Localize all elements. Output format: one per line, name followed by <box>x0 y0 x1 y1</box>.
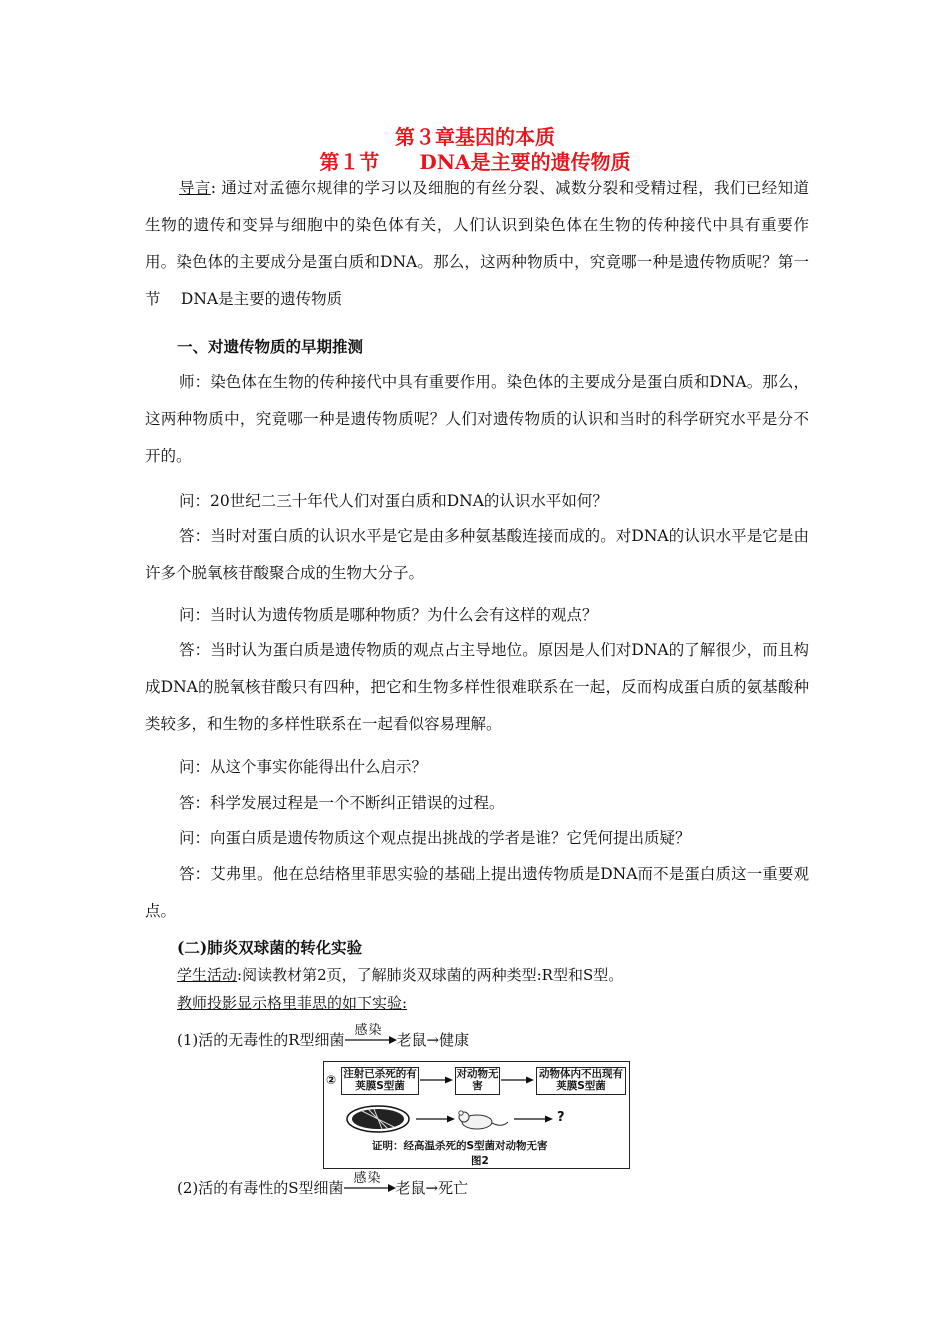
figure-arrowhead-2 <box>526 1077 534 1084</box>
infect-arrow <box>344 1171 396 1196</box>
figure-arrowhead-1 <box>445 1077 453 1084</box>
infect-arrow-label: 感染 <box>354 1023 383 1038</box>
answer-paragraph: 答：艾弗里。他在总结格里菲思实验的基础上提出遗传物质是DNA而不是蛋白质这一重要观点。 <box>145 865 809 920</box>
section1-heading: 一、对遗传物质的早期推测 <box>177 337 364 356</box>
figure-conclusion: 证明：经高温杀死的S型菌对动物无害 <box>372 1140 548 1152</box>
intro-text: : 通过对孟德尔规律的学习以及细胞的有丝分裂、减数分裂和受精过程，我们已经知道生物的遗传和变异与细胞中的染色体有关，人们认识到染色体在生物的传种接代中具有重要作用。染色体的主要成分是蛋白质和DNA。那么，这两种物质中，究竟哪一种是遗传物质呢？第一节 DNA是主要的遗传物质 <box>145 179 809 308</box>
infect-arrow <box>345 1023 397 1048</box>
arrow-right-icon <box>345 1036 397 1044</box>
mouse-icon <box>459 1111 508 1129</box>
section2-heading: (二)肺炎双球菌的转化实验 <box>177 938 363 957</box>
chapter-title: 第３章基因的本质 <box>395 125 555 149</box>
question-paragraph: 问：向蛋白质是遗传物质这个观点提出挑战的学者是谁？它凭何提出质疑？ <box>179 829 691 847</box>
student-activity-label: 学生活动 <box>177 966 238 984</box>
student-activity-line <box>177 963 841 987</box>
experiment-1-suffix: 老鼠→健康 <box>396 1031 470 1049</box>
experiment-2-line <box>177 1171 841 1200</box>
answer-paragraph: 答：当时认为蛋白质是遗传物质的观点占主导地位。原因是人们对DNA的了解很少，而且构成DNA的脱氧核苷酸只有四种，把它和生物多样性很难联系在一起，反而构成蛋白质的氨基酸种类较多，和生物的多样性联系在一起看似容易理解。 <box>145 641 809 733</box>
question-paragraph: 问：当时认为遗传物质是哪种物质？为什么会有这样的观点？ <box>179 606 598 624</box>
infect-arrow-label: 感染 <box>353 1171 382 1186</box>
section-title: 第１节 DNA是主要的遗传物质 <box>319 150 631 174</box>
figure-arrowhead-4 <box>545 1116 553 1123</box>
question-paragraph: 问：20世纪二三十年代人们对蛋白质和DNA的认识水平如何？ <box>179 492 608 510</box>
teacher-paragraph: 师：染色体在生物的传种接代中具有重要作用。染色体的主要成分是蛋白质和DNA。那么，这两种物质中，究竟哪一种是遗传物质呢？人们对遗传物质的认识和当时的科学研究水平是分不开的。 <box>145 373 809 465</box>
figure-question-mark: ? <box>557 1110 565 1125</box>
answer-paragraph: 答：当时对蛋白质的认识水平是它是由多种氨基酸连接而成的。对DNA的认识水平是它是由许多个脱氧核苷酸聚合成的生物大分子。 <box>145 527 809 582</box>
teacher-projection-line <box>177 991 841 1015</box>
petri-dish-icon <box>347 1106 409 1132</box>
experiment-2-suffix: 老鼠→死亡 <box>395 1179 469 1197</box>
experiment-2-prefix: (2)活的有毒性的S型细菌 <box>177 1179 344 1197</box>
intro-label: 导言 <box>179 179 211 197</box>
answer-paragraph: 答：科学发展过程是一个不断纠正错误的过程。 <box>179 794 505 812</box>
figure-box-injection: 注射已杀死的有荚膜S型菌 <box>341 1067 419 1095</box>
question-paragraph: 问：从这个事实你能得出什么启示？ <box>179 758 428 776</box>
intro-paragraph <box>145 170 809 318</box>
experiment-1-line <box>177 1023 841 1052</box>
student-activity-text: :阅读教材第2页，了解肺炎双球菌的两种类型:R型和S型。 <box>237 966 624 984</box>
figure-caption: 图2 <box>471 1155 489 1167</box>
figure-box-harmless: 对动物无害 <box>455 1067 500 1095</box>
griffith-experiment-figure <box>323 1061 630 1169</box>
teacher-projection-colon: : <box>402 994 408 1012</box>
figure-number-mark: ② <box>326 1073 337 1087</box>
experiment-1-prefix: (1)活的无毒性的R型细菌 <box>177 1031 345 1049</box>
teacher-projection-label: 教师投影显示格里菲思的如下实验 <box>177 994 403 1012</box>
figure-arrowhead-3 <box>447 1116 455 1123</box>
figure-box-no-s-bacteria: 动物体内不出现有荚膜S型菌 <box>536 1067 626 1095</box>
arrow-right-icon <box>344 1184 396 1192</box>
